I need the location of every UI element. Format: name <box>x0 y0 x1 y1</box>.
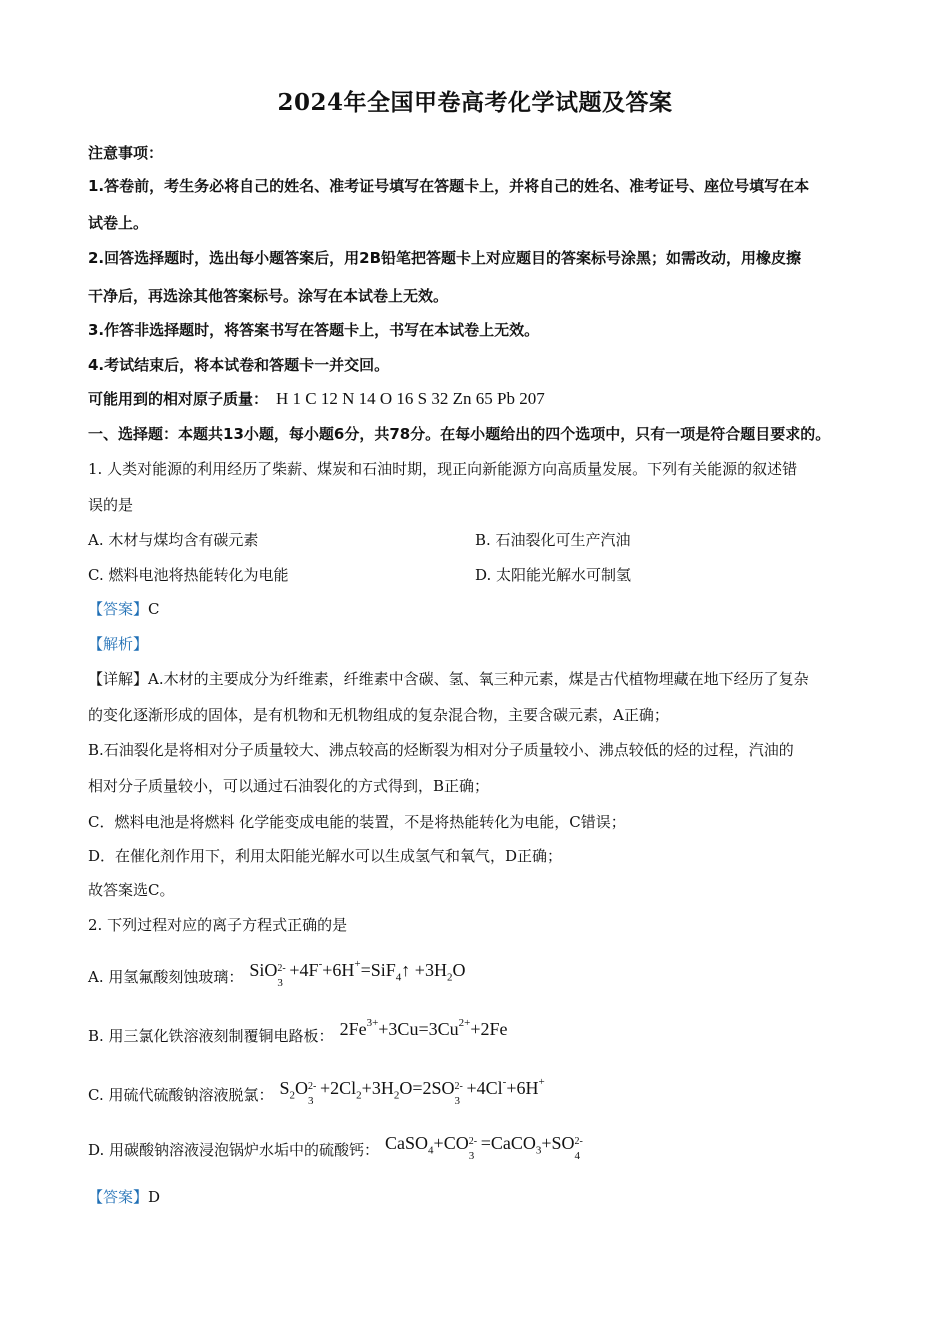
notice-item-1b: 试卷上。 <box>88 214 149 232</box>
option-label: C. 用硫代硫酸钠溶液脱氯： <box>88 1086 274 1104</box>
page-title: 2024年全国甲卷高考化学试题及答案 <box>277 89 673 116</box>
q1-option-b: B. 石油裂化可生产汽油 <box>475 531 631 549</box>
q1-detail-1 <box>88 669 809 689</box>
q1-detail-4: 相对分子质量较小，可以通过石油裂化的方式得到，B正确； <box>88 777 490 795</box>
detail-tag: 【详解】 <box>88 670 149 688</box>
notice-item-2b: 干净后，再选涂其他答案标号。涂写在本试卷上无效。 <box>88 287 449 305</box>
notice-item-1a: 1.答卷前，考生务必将自己的姓名、准考证号填写在答题卡上，并将自己的姓名、准考证号、座位号填写在本 <box>88 177 810 195</box>
q1-answer <box>88 599 160 619</box>
q1-stem-a: 1. 人类对能源的利用经历了柴薪、煤炭和石油时期，现正向新能源方向高质量发展。下列有关能源的叙述错 <box>88 460 798 478</box>
equation-d: CaSO$_4$+CO 2- 3 =CaCO$_3$+SO 2- 4 <box>385 1133 583 1162</box>
q2-option-a <box>88 958 466 994</box>
answer-tag: 【答案】 <box>88 600 149 618</box>
q1-stem-b: 误的是 <box>88 496 134 514</box>
q2-answer <box>88 1187 160 1207</box>
answer-tag: 【答案】 <box>88 1188 149 1206</box>
q2-option-c <box>88 1076 545 1112</box>
q1-detail-6: D．在催化剂作用下，利用太阳能光解水可以生成氢气和氧气，D正确； <box>88 847 563 865</box>
q1-detail-3: B.石油裂化是将相对分子质量较大、沸点较高的烃断裂为相对分子质量较小、沸点较低的烃的过程，汽油的 <box>88 741 794 759</box>
notice-item-2a: 2.回答选择题时，选出每小题答案后，用2B铅笔把答题卡上对应题目的答案标号涂黑；如需改动，用橡皮擦 <box>88 249 802 267</box>
atomic-mass-line <box>88 389 545 409</box>
q1-analysis-tag: 【解析】 <box>88 635 149 653</box>
equation-b: $2Fe^{3+}+3Cu=3Cu^{2+}+2Fe$ <box>339 1017 508 1039</box>
option-label: B. 用三氯化铁溶液刻制覆铜电路板： <box>88 1027 334 1045</box>
equation-c: $S_2O$ 2- 3 $+2Cl_2+3H_2O=2SO$ 2- 3 +4Cl-+6H+ <box>279 1076 545 1107</box>
option-label: D. 用碳酸钠溶液浸泡锅炉水垢中的硫酸钙： <box>88 1141 380 1159</box>
equation-a: SiO 2- 3 +4F-+6H+=SiF$_4$↑ $+3H_2O$ <box>249 958 466 989</box>
q1-option-d: D. 太阳能光解水可制氢 <box>475 566 632 584</box>
q2-option-b <box>88 1017 508 1046</box>
answer-value: D <box>148 1188 161 1206</box>
notice-heading: 注意事项： <box>88 144 164 162</box>
notice-item-4: 4.考试结束后，将本试卷和答题卡一并交回。 <box>88 356 390 374</box>
q1-option-c: C. 燃料电池将热能转化为电能 <box>88 566 289 584</box>
q2-stem: 2. 下列过程对应的离子方程式正确的是 <box>88 916 348 934</box>
q1-conclusion: 故答案选C。 <box>88 881 175 899</box>
q1-option-a: A. 木材与煤均含有碳元素 <box>88 531 259 549</box>
notice-item-3: 3.作答非选择题时，将答案书写在答题卡上，书写在本试卷上无效。 <box>88 321 540 339</box>
atomic-mass-values: H 1 C 12 N 14 O 16 S 32 Zn 65 Pb 207 <box>276 389 545 408</box>
option-label: A. 用氢氟酸刻蚀玻璃： <box>88 968 244 986</box>
answer-value: C <box>148 600 160 618</box>
detail-text: A.木材的主要成分为纤维素，纤维素中含碳、氢、氧三种元素，煤是古代植物埋藏在地下经历了复杂 <box>148 670 809 688</box>
atomic-mass-label: 可能用到的相对原子质量： <box>88 390 269 408</box>
section-heading: 一、选择题：本题共13小题，每小题6分，共78分。在每小题给出的四个选项中，只有一项是符合题目要求的。 <box>88 425 831 443</box>
q1-detail-2: 的变化逐渐形成的固体，是有机物和无机物组成的复杂混合物，主要含碳元素，A正确； <box>88 706 669 724</box>
q1-detail-5: C．燃料电池是将燃料 化学能变成电能的装置，不是将热能转化为电能，C错误； <box>88 813 626 831</box>
q2-option-d <box>88 1133 587 1167</box>
